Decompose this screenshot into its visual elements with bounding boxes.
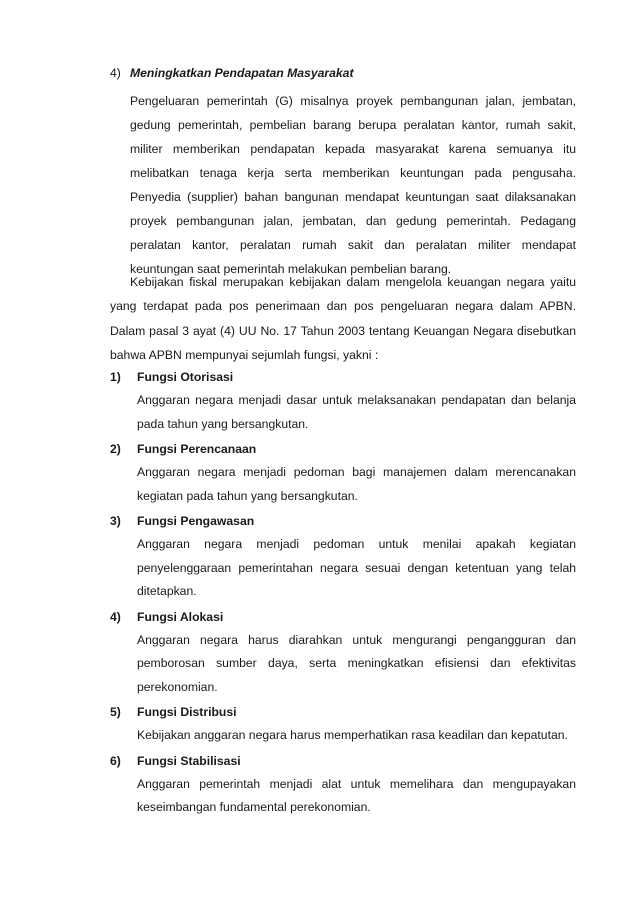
function-heading [110, 510, 576, 533]
function-heading [110, 750, 576, 773]
function-text: Anggaran negara harus diarahkan untuk mengurangi pengangguran dan pemborosan sumber daya, serta meningkatkan efisiensi dan efektivitas perekonomian. [137, 632, 576, 694]
function-item-perencanaan [110, 438, 576, 508]
function-text: Anggaran negara menjadi pedoman untuk menilai apakah kegiatan penyelenggaraan pemerintahan negara sesuai dengan ketentuan yang telah ditetapkan. [137, 537, 576, 598]
function-number: 5) [110, 705, 121, 719]
function-text: Anggaran negara menjadi dasar untuk melaksanakan pendapatan dan belanja pada tahun yang bersangkutan. [137, 393, 576, 431]
function-heading [110, 438, 576, 461]
function-title: Fungsi Otorisasi [137, 370, 234, 384]
function-item-distribusi [110, 701, 576, 748]
function-title: Fungsi Alokasi [137, 609, 224, 624]
function-title: Fungsi Distribusi [137, 705, 237, 719]
function-item-alokasi [110, 606, 576, 700]
function-item-otorisasi [110, 366, 576, 436]
function-number: 1) [110, 370, 121, 384]
intro-heading [110, 62, 576, 86]
function-number: 3) [110, 514, 121, 528]
function-item-pengawasan [110, 510, 576, 604]
fiscal-policy-paragraph: Kebijakan fiskal merupakan kebijakan dalam mengelola keuangan negara yaitu yang terdapat pada pos penerimaan dan pos pengeluaran negara dalam APBN. Dalam pasal 3 ayat (4) UU No. 17 Tahun 2003 tentang Keuangan Negara disebutkan bahwa APBN mempunyai sejumlah fungsi, yakni : [110, 275, 576, 362]
function-title: Fungsi Perencanaan [137, 442, 257, 456]
function-number: 2) [110, 442, 121, 456]
intro-text: Pengeluaran pemerintah (G) misalnya proyek pembangunan jalan, jembatan, gedung pemerintah, pembelian barang berupa peralatan kantor, rumah sakit, militer memberikan pendapatan kepada masyarakat karena semuanya itu melibatkan tenaga kerja serta memberikan keuntungan pada pengusaha. Penyedia (supplier) bahan bangunan mendapat keuntungan saat dilaksanakan proyek pembangunan jalan, jembatan, dan gedung pemerintah. Pedagang peralatan kantor, peralatan rumah sakit dan peralatan militer mendapat keuntungan saat pemerintah melakukan pembelian barang. [130, 93, 576, 276]
intro-section [110, 62, 576, 281]
function-heading [110, 366, 576, 389]
function-number: 4) [110, 609, 121, 624]
function-heading [110, 701, 576, 724]
function-title: Fungsi Pengawasan [137, 514, 255, 528]
function-text: Kebijakan anggaran negara harus memperhatikan rasa keadilan dan kepatutan. [137, 728, 568, 742]
function-heading [110, 606, 576, 629]
function-item-stabilisasi [110, 750, 576, 820]
function-title: Fungsi Stabilisasi [137, 753, 241, 768]
function-text: Anggaran pemerintah menjadi alat untuk memelihara dan mengupayakan keseimbangan fundamental perekonomian. [137, 776, 576, 814]
function-text: Anggaran negara menjadi pedoman bagi manajemen dalam merencanakan kegiatan pada tahun yang bersangkutan. [137, 465, 576, 503]
apbn-functions-list [110, 366, 576, 822]
intro-title: Meningkatkan Pendapatan Masyarakat [130, 66, 354, 80]
intro-number: 4) [110, 66, 121, 80]
function-number: 6) [110, 753, 121, 768]
